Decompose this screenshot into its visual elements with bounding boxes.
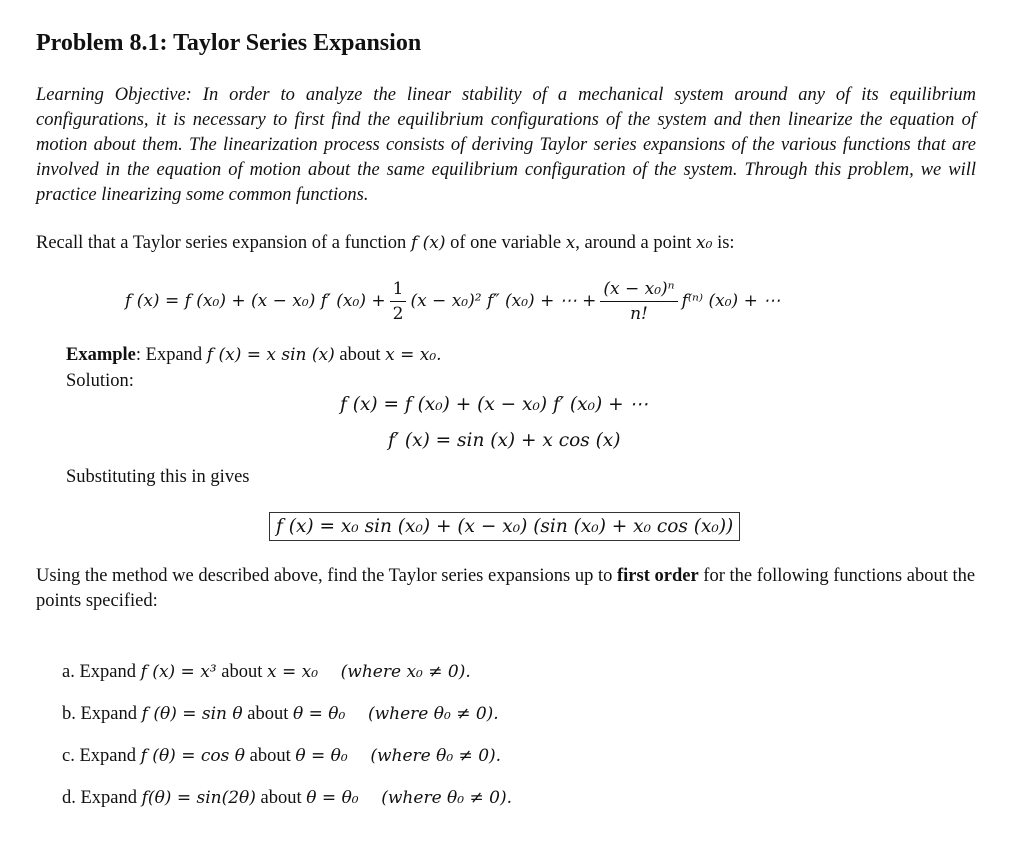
item-about: about (249, 746, 291, 766)
taylor-second-term: (x − x₀)² f″ (x₀) + ⋯ + (410, 291, 597, 311)
item-letter: c. (62, 746, 75, 766)
nth-denominator: n! (630, 303, 648, 324)
item-condition: (where θ₀ ≠ 0). (367, 704, 499, 724)
item-func: f (θ) = cos θ (140, 746, 245, 766)
recall-var: x (565, 233, 576, 253)
solution-label: Solution: (66, 371, 134, 391)
taylor-tail: f⁽ⁿ⁾ (x₀) + ⋯ (681, 291, 781, 311)
item-point: x = x₀ (266, 662, 319, 682)
example-func: f (x) = x sin (x) (206, 345, 335, 365)
item-point: θ = θ₀ (295, 746, 348, 766)
substituting-text: Substituting this in gives (66, 467, 250, 487)
item-expand: Expand (80, 788, 138, 808)
item-func: f (θ) = sin θ (141, 704, 243, 724)
method-instructions (36, 564, 976, 614)
item-letter: a. (62, 662, 75, 682)
problem-items (62, 660, 512, 828)
nth-fraction (600, 279, 677, 324)
method-text-2: for the following functions about the points specified: (36, 566, 976, 611)
boxed-result: f (x) = x₀ sin (x₀) + (x − x₀) (sin (x₀) + x₀ cos (x₀)) (269, 512, 740, 541)
item-about: about (221, 662, 263, 682)
objective-label: Learning Objective: (36, 85, 192, 105)
problem-item-b (62, 702, 512, 744)
half-denominator: 2 (392, 303, 404, 324)
item-expand: Expand (79, 746, 136, 766)
recall-fx: f (x) (410, 233, 446, 253)
item-about: about (247, 704, 289, 724)
method-text-1: Using the method we described above, find the Taylor series expansions up to (36, 566, 613, 586)
objective-text: In order to analyze the linear stability of a mechanical system around any of its equilibrium configurations, it is necessary to first find the equilibrium configurations of the system and then linearize the equation of motion about them. The linearization process consists of deriving Taylor series expansions of the various functions that are involved in the equation of motion about the same equilibrium configuration of the system. Through this problem, we will practice linearizing some common functions. (36, 85, 977, 205)
problem-item-a (62, 660, 512, 702)
method-bold: first order (616, 566, 699, 586)
page-title: Problem 8.1: Taylor Series Expansion (36, 30, 422, 56)
item-expand: Expand (79, 662, 136, 682)
item-about: about (260, 788, 302, 808)
item-point: θ = θ₀ (306, 788, 359, 808)
taylor-formula (125, 272, 780, 330)
recall-text-4: is: (717, 233, 735, 253)
solution-equation-1: f (x) = f (x₀) + (x − x₀) f′ (x₀) + ⋯ (340, 394, 648, 415)
example-label: Example (66, 345, 136, 365)
problem-item-d (62, 786, 512, 828)
item-condition: (where x₀ ≠ 0). (340, 662, 471, 682)
recall-text-3: , around a point (575, 233, 692, 253)
learning-objective (36, 83, 976, 208)
recall-sentence (36, 233, 735, 254)
item-func: f(θ) = sin(2θ) (141, 788, 256, 808)
nth-numerator: (x − x₀)ⁿ (600, 279, 677, 302)
recall-text-2: of one variable (450, 233, 562, 253)
item-condition: (where θ₀ ≠ 0). (370, 746, 502, 766)
example-line (66, 342, 442, 368)
half-numerator: 1 (390, 279, 407, 302)
example-block (66, 342, 442, 394)
item-expand: Expand (80, 704, 138, 724)
item-condition: (where θ₀ ≠ 0). (381, 788, 512, 808)
item-letter: b. (62, 704, 76, 724)
recall-point: x₀ (696, 233, 713, 253)
item-letter: d. (62, 788, 76, 808)
solution-equation-2: f′ (x) = sin (x) + x cos (x) (388, 430, 621, 451)
example-point: x = x₀. (385, 345, 442, 365)
example-text: : Expand (135, 345, 203, 365)
item-func: f (x) = x³ (140, 662, 217, 682)
item-point: θ = θ₀ (293, 704, 346, 724)
recall-text-1: Recall that a Taylor series expansion of a function (36, 233, 407, 253)
taylor-lhs: f (x) = f (x₀) + (x − x₀) f′ (x₀) + (125, 291, 386, 311)
half-fraction (390, 279, 407, 324)
example-about: about (339, 345, 381, 365)
problem-item-c (62, 744, 512, 786)
